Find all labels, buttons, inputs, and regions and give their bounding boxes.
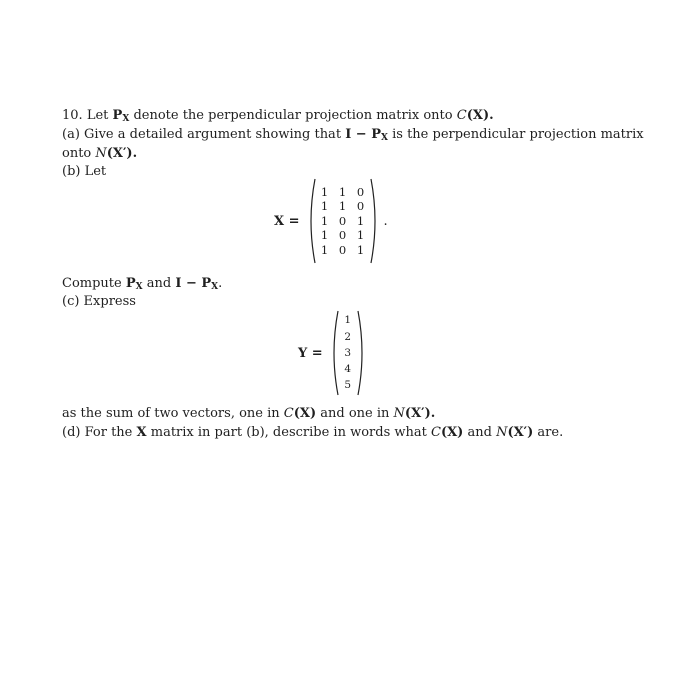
matrix-x-entry: 1 — [338, 199, 347, 214]
vector-y-entry: 2 — [344, 330, 352, 343]
matrix-x-entry: 1 — [320, 199, 329, 214]
matrix-x-entry: 0 — [338, 228, 347, 243]
matrix-x-entry: 1 — [320, 242, 329, 257]
left-paren — [329, 310, 339, 396]
right-paren — [357, 310, 367, 396]
matrix-x-entry: 1 — [320, 228, 329, 243]
part-a-line-2: onto N(X′). — [62, 146, 138, 161]
problem-intro: 10. Let $P_X$ denote the perpendicular projection matrix onto C(X). — [62, 108, 494, 124]
matrix-x: X = 1 1 0 1 1 0 1 0 1 1 0 1 1 0 1 . — [274, 178, 388, 264]
matrix-x-entry: 1 — [320, 184, 329, 199]
compute-line: Compute $P_X$ and $I - P_X$. — [62, 276, 223, 292]
matrix-x-entry: 0 — [338, 242, 347, 257]
matrix-x-entry: 1 — [338, 184, 347, 199]
matrix-x-entry: 1 — [356, 213, 365, 228]
matrix-x-entry: 1 — [320, 213, 329, 228]
vector-y-entry: 3 — [344, 346, 352, 359]
right-paren — [370, 178, 380, 264]
left-paren — [306, 178, 316, 264]
vector-y-entry: 4 — [344, 363, 352, 376]
part-d-line: (d) For the X matrix in part (b), describe in words what C(X) and N(X′) are. — [62, 425, 564, 440]
vector-y-entries — [339, 312, 357, 393]
matrix-x-entry: 1 — [356, 242, 365, 257]
matrix-x-entries — [316, 185, 370, 258]
matrix-x-entry: 0 — [356, 184, 365, 199]
part-b-label: (b) Let — [62, 164, 107, 179]
vector-y-entry: 5 — [344, 379, 352, 392]
matrix-x-entry: 1 — [356, 228, 365, 243]
matrix-x-entry: 0 — [356, 199, 365, 214]
part-c-label: (c) Express — [62, 294, 136, 309]
part-a-line-1: (a) Give a detailed argument showing that $I - P_X$ is the perpendicular projection matrix — [62, 127, 644, 143]
matrix-x-entry: 0 — [338, 213, 347, 228]
vector-y-entry: 1 — [344, 314, 352, 327]
vector-y: Y = 1 2 3 4 5 — [298, 310, 367, 396]
sum-line: as the sum of two vectors, one in C(X) and one in N(X′). — [62, 406, 436, 421]
